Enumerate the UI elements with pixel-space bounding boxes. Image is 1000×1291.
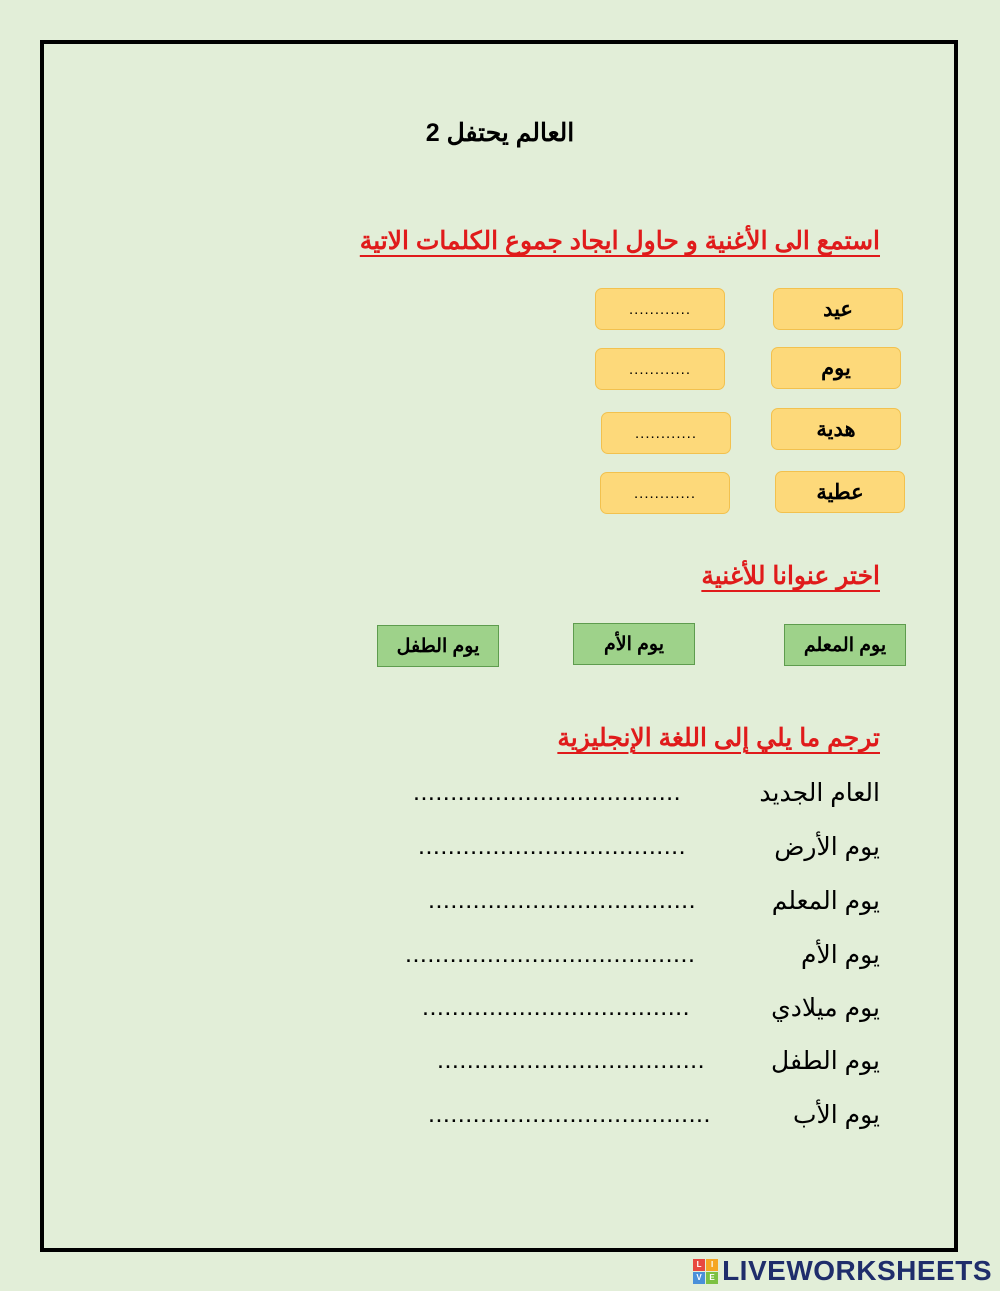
translate-answer-blank[interactable]: ....................................	[413, 778, 682, 806]
translate-label: يوم الطفل	[771, 1047, 880, 1075]
translate-answer-blank[interactable]: ......................................	[428, 1100, 711, 1128]
translate-answer-blank[interactable]: ....................................	[437, 1046, 706, 1074]
translate-answer-blank[interactable]: ....................................	[418, 832, 687, 860]
choice-mother-day[interactable]: يوم الأم	[573, 623, 695, 665]
translate-row	[0, 1046, 1000, 1086]
translate-row	[0, 940, 1000, 980]
plural-input-3[interactable]: ............	[601, 412, 731, 454]
logo-letter: E	[706, 1272, 718, 1284]
translate-section-heading: ترجم ما يلي إلى اللغة الإنجليزية	[557, 724, 880, 752]
word-yawm: يوم	[771, 347, 901, 389]
translate-label: يوم الأب	[792, 1101, 880, 1129]
plural-input-1[interactable]: ............	[595, 288, 725, 330]
translate-answer-blank[interactable]: .......................................	[405, 940, 696, 968]
plurals-section-heading: استمع الى الأغنية و حاول ايجاد جموع الكلمات الاتية	[359, 227, 880, 255]
worksheet-title: العالم يحتفل 2	[425, 119, 575, 147]
word-atiya: عطية	[775, 471, 905, 513]
logo-letter: V	[693, 1272, 705, 1284]
plural-input-2[interactable]: ............	[595, 348, 725, 390]
translate-row	[0, 886, 1000, 926]
translate-answer-blank[interactable]: ....................................	[422, 993, 691, 1021]
plural-input-4[interactable]: ............	[600, 472, 730, 514]
choice-teacher-day[interactable]: يوم المعلم	[784, 624, 906, 666]
translate-row	[0, 993, 1000, 1033]
liveworksheets-logo-icon	[693, 1259, 718, 1284]
liveworksheets-logo-text: LIVEWORKSHEETS	[722, 1255, 992, 1286]
word-hadiya: هدية	[771, 408, 901, 450]
translate-answer-blank[interactable]: ....................................	[428, 886, 697, 914]
translate-label: العام الجديد	[759, 779, 880, 807]
logo-letter: L	[693, 1259, 705, 1271]
translate-row	[0, 832, 1000, 872]
word-eid: عيد	[773, 288, 903, 330]
liveworksheets-logo	[693, 1255, 992, 1287]
choice-child-day[interactable]: يوم الطفل	[377, 625, 499, 667]
translate-row	[0, 1100, 1000, 1140]
translate-label: يوم المعلم	[771, 887, 880, 915]
translate-label: يوم الأرض	[774, 833, 880, 861]
logo-letter: I	[706, 1259, 718, 1271]
translate-row	[0, 778, 1000, 818]
title-choice-section-heading: اختر عنوانا للأغنية	[701, 562, 880, 590]
translate-label: يوم ميلادي	[771, 994, 880, 1022]
translate-label: يوم الأم	[801, 941, 880, 969]
